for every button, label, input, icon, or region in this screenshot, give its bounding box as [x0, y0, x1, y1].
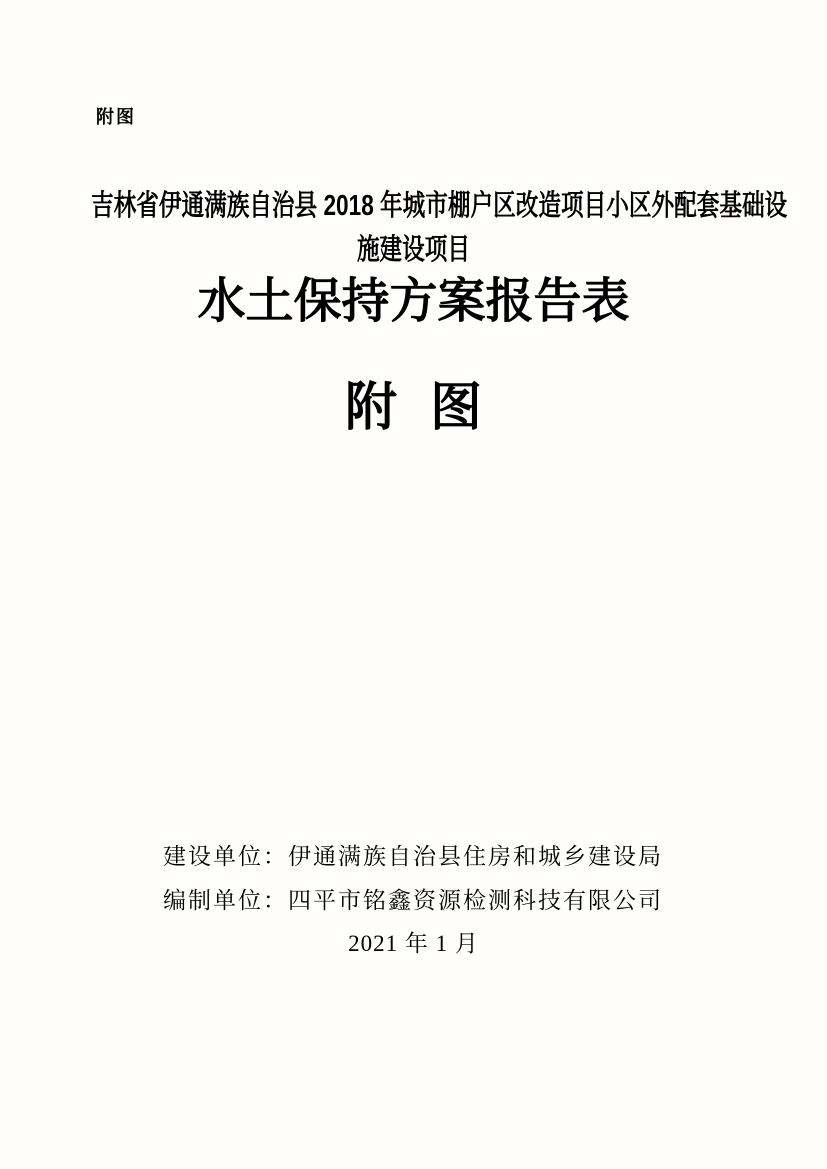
report-title: 水土保持方案报告表	[197, 275, 630, 328]
compilation-unit-line: 编制单位：四平市铭鑫资源检测科技有限公司	[163, 888, 663, 913]
corner-label: 附图	[96, 107, 136, 127]
publication-date: 2021 年 1 月	[348, 931, 479, 956]
section-title: 附 图	[344, 380, 482, 437]
construction-unit-line: 建设单位：伊通满族自治县住房和城乡建设局	[163, 844, 663, 869]
project-title-line1: 吉林省伊通满族自治县 2018 年城市棚户区改造项目小区外配套基础设	[90, 190, 788, 222]
project-title-line2: 施建设项目	[356, 234, 471, 266]
